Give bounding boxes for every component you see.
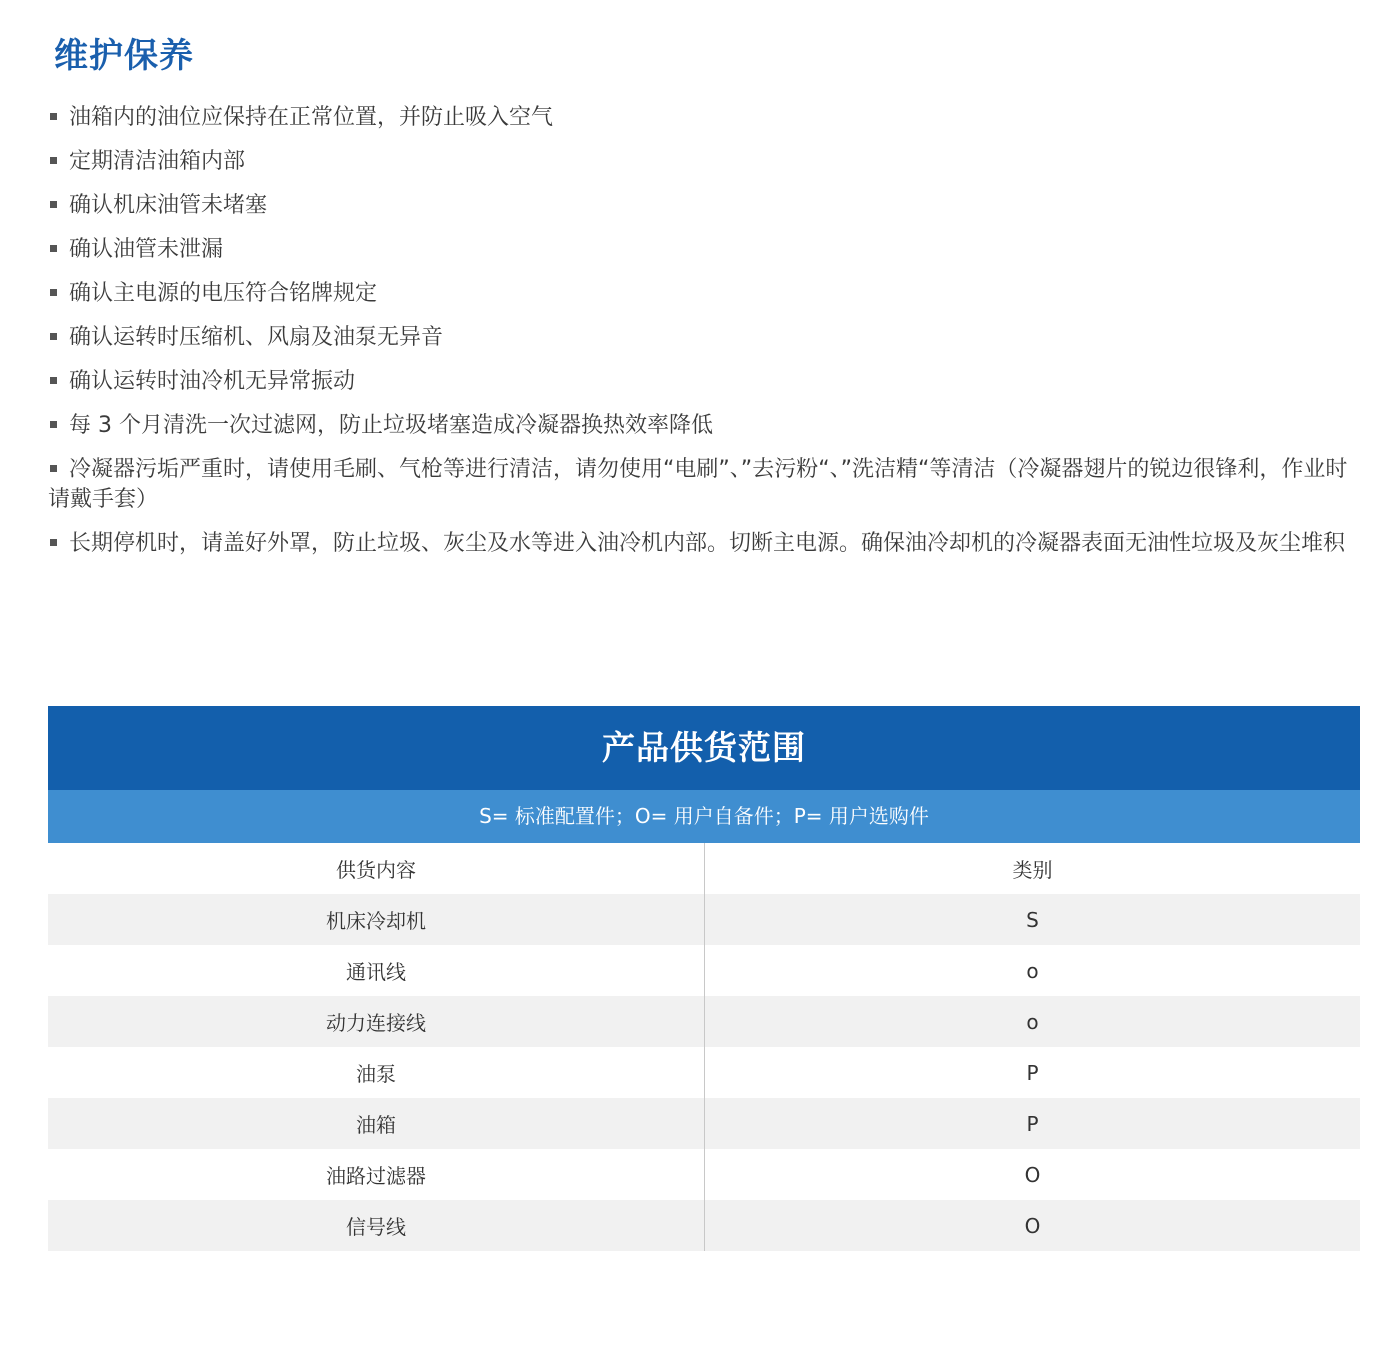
header-content: 供货内容 bbox=[48, 843, 705, 894]
list-item-text: 冷凝器污垢严重时，请使用毛刷、气枪等进行清洁，请勿使用“电刷”、”去污粉“、”洗洁精“等清洁（冷凝器翅片的锐边很锋利，作业时请戴手套） bbox=[48, 457, 1348, 512]
supply-title: 产品供货范围 bbox=[48, 706, 1360, 790]
square-bullet-icon bbox=[50, 377, 57, 384]
list-item bbox=[48, 279, 1362, 309]
table-row bbox=[48, 945, 1360, 996]
list-item-text: 定期清洁油箱内部 bbox=[69, 149, 246, 174]
cell-content: 信号线 bbox=[48, 1200, 705, 1251]
supply-table bbox=[48, 706, 1360, 1251]
table-row bbox=[48, 894, 1360, 945]
list-item-text: 油箱内的油位应保持在正常位置，并防止吸入空气 bbox=[69, 105, 554, 130]
list-item-text: 确认主电源的电压符合铭牌规定 bbox=[69, 281, 378, 306]
list-item bbox=[48, 323, 1362, 353]
square-bullet-icon bbox=[50, 421, 57, 428]
square-bullet-icon bbox=[50, 289, 57, 296]
cell-category: o bbox=[705, 996, 1361, 1047]
cell-category: S bbox=[705, 894, 1361, 945]
list-item bbox=[48, 103, 1362, 133]
maintenance-title: 维护保养 bbox=[54, 36, 194, 76]
square-bullet-icon bbox=[50, 333, 57, 340]
square-bullet-icon bbox=[50, 157, 57, 164]
list-item bbox=[48, 235, 1362, 265]
cell-category: O bbox=[1024, 1162, 1041, 1187]
cell-category: o bbox=[1026, 958, 1039, 983]
list-item-text: 确认运转时压缩机、风扇及油泵无异音 bbox=[69, 325, 444, 350]
square-bullet-icon bbox=[50, 113, 57, 120]
cell-content: 油路过滤器 bbox=[48, 1149, 705, 1200]
list-item bbox=[48, 411, 1362, 441]
list-item bbox=[48, 455, 1362, 515]
list-item-text: 确认油管未泄漏 bbox=[69, 237, 224, 262]
list-item-text: 确认机床油管未堵塞 bbox=[69, 193, 268, 218]
square-bullet-icon bbox=[50, 245, 57, 252]
table-row bbox=[48, 996, 1360, 1047]
cell-content: 通讯线 bbox=[48, 945, 705, 996]
list-item bbox=[48, 367, 1362, 397]
supply-legend: S= 标准配置件；O= 用户自备件；P= 用户选购件 bbox=[48, 790, 1360, 843]
cell-content: 动力连接线 bbox=[48, 996, 705, 1047]
list-item-text: 确认运转时油冷机无异常振动 bbox=[69, 369, 356, 394]
table-row bbox=[48, 1098, 1360, 1149]
square-bullet-icon bbox=[50, 201, 57, 208]
cell-content: 机床冷却机 bbox=[48, 894, 705, 945]
cell-category: P bbox=[1026, 1060, 1039, 1085]
square-bullet-icon bbox=[50, 465, 57, 472]
list-item bbox=[48, 147, 1362, 177]
list-item-text: 每 3 个月清洗一次过滤网，防止垃圾堵塞造成冷凝器换热效率降低 bbox=[69, 413, 713, 438]
maintenance-list bbox=[48, 103, 1362, 573]
supply-grid bbox=[48, 843, 1360, 1251]
square-bullet-icon bbox=[50, 539, 57, 546]
cell-content: 油箱 bbox=[48, 1098, 705, 1149]
list-item-text: 长期停机时，请盖好外罩，防止垃圾、灰尘及水等进入油冷机内部。切断主电源。确保油冷却机的冷凝器表面无油性垃圾及灰尘堆积 bbox=[69, 531, 1346, 556]
table-row bbox=[48, 1047, 1360, 1098]
table-row bbox=[48, 1200, 1360, 1251]
cell-category: P bbox=[705, 1098, 1361, 1149]
cell-category: O bbox=[705, 1200, 1361, 1251]
cell-content: 油泵 bbox=[48, 1047, 705, 1098]
list-item bbox=[48, 529, 1362, 559]
header-category: 类别 bbox=[1012, 858, 1053, 882]
table-header-row bbox=[48, 843, 1360, 894]
table-row bbox=[48, 1149, 1360, 1200]
list-item bbox=[48, 191, 1362, 221]
